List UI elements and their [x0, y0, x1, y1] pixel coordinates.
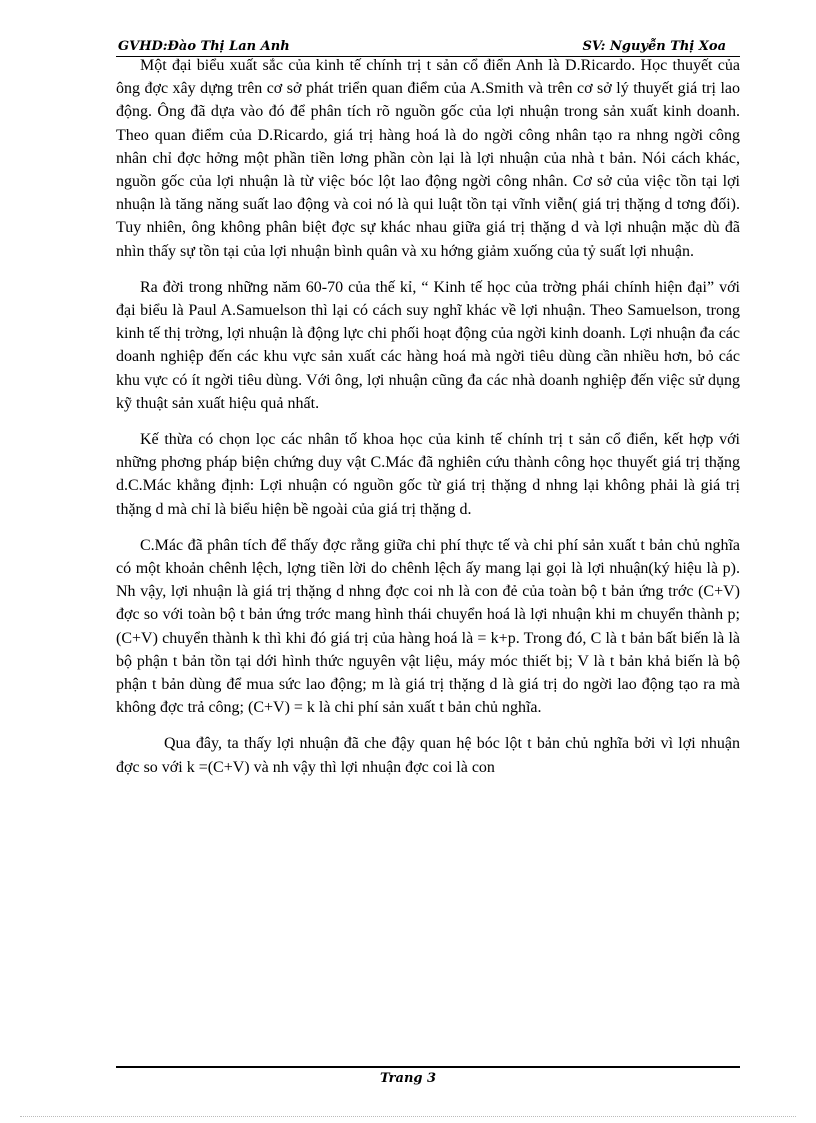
- header-supervisor: GVHD:Đào Thị Lan Anh: [118, 39, 290, 54]
- paragraph-marx-analysis: C.Mác đã phân tích để thấy đợc rằng giữa chi phí thực tế và chi phí sản xuất t bản chủ nghĩa có một khoản chênh lệch, lợng tiền lời do chênh lệch ấy mang lại gọi là lợi nhuận(ký hiệu là p). Nh vậy, lợi nhuận là giá trị thặng d nhng đợc coi nh là con đẻ của toàn bộ t bản ứng trớc (C+V) đợc so với toàn bộ t bản ứng trớc mang hình thái chuyển hoá là lợi nhuận khi m chuyển thành p; (C+V) chuyển thành k thì khi đó giá trị của hàng hoá là = k+p. Trong đó, C là t bản bất biến là là bộ phận t bản tồn tại dới hình thức nguyên vật liệu, máy móc thiết bị; V là t bản khả biến là bộ phận t bản dùng để mua sức lao động; m là giá trị thặng d là giá trị do ngời lao động tạo ra mà không đợc trả công; (C+V) = k là chi phí sản xuất t bản chủ nghĩa.: [116, 536, 740, 717]
- page-edge-dotted-line: [20, 1116, 796, 1117]
- page-number: Trang 3: [379, 1071, 437, 1086]
- paragraph-ricardo: Một đại biểu xuất sắc của kinh tế chính trị t sản cổ điển Anh là D.Ricardo. Học thuyết của ông đợc xây dựng trên cơ sở phát triển quan điểm của A.Smith và trên cơ sở lý thuyết giá trị lao động. Ông đã dựa vào đó để phân tích rõ nguồn gốc của lợi nhuận trong sản xuất kinh doanh. Theo quan điểm của D.Ricardo, giá trị hàng hoá là do ngời công nhân tạo ra nhng ngời công nhân chỉ đợc hởng một phần tiền lơng phần còn lại là lợi nhuận của nhà t bản. Nói cách khác, nguồn gốc của lợi nhuận là từ việc bóc lột lao động ngời công nhân. Cơ sở của việc tồn tại lợi nhuận là tăng năng suất lao động và coi nó là qui luật tồn tại vĩnh viễn( giá trị thặng d tơng đối). Tuy nhiên, ông không phân biệt đợc sự khác nhau giữa giá trị thặng d và lợi nhuận mặc dù đã nhìn thấy sự tồn tại của lợi nhuận bình quân và xu hớng giảm xuống của tỷ suất lợi nhuận.: [116, 57, 740, 260]
- document-body: [116, 54, 740, 792]
- footer-divider: [116, 1066, 740, 1068]
- paragraph-conclusion: Qua đây, ta thấy lợi nhuận đã che đậy quan hệ bóc lột t bản chủ nghĩa bởi vì lợi nhuận đợc so với k =(C+V) và nh vậy thì lợi nhuận đợc coi là con: [116, 735, 740, 776]
- header-student: SV: Nguyễn Thị Xoa: [582, 39, 726, 54]
- paragraph-marx-theory: Kế thừa có chọn lọc các nhân tố khoa học của kinh tế chính trị t sản cổ điển, kết hợp với những phơng pháp biện chứng duy vật C.Mác đã nghiên cứu thành công học thuyết giá trị thặng d.C.Mác khẳng định: Lợi nhuận có nguồn gốc từ giá trị thặng d nhng lại không phải là giá trị thặng d mà chỉ là biểu hiện bề ngoài của giá trị thặng d.: [116, 431, 740, 518]
- paragraph-samuelson: Ra đời trong những năm 60-70 của thế kỉ, “ Kinh tế học của trờng phái chính hiện đại” với đại biểu là Paul A.Samuelson thì lại có cách suy nghĩ khác về lợi nhuận. Theo Samuelson, trong kinh tế thị trờng, lợi nhuận là động lực chi phối hoạt động của ngời kinh doanh. Lợi nhuận đa các doanh nghiệp đến các khu vực sản xuất các hàng hoá mà ngời tiêu dùng cần nhiều hơn, bỏ các khu vực có ít ngời tiêu dùng. Với ông, lợi nhuận cũng đa các nhà doanh nghiệp đến việc sử dụng kỹ thuật sản xuất hiệu quả nhất.: [116, 278, 740, 412]
